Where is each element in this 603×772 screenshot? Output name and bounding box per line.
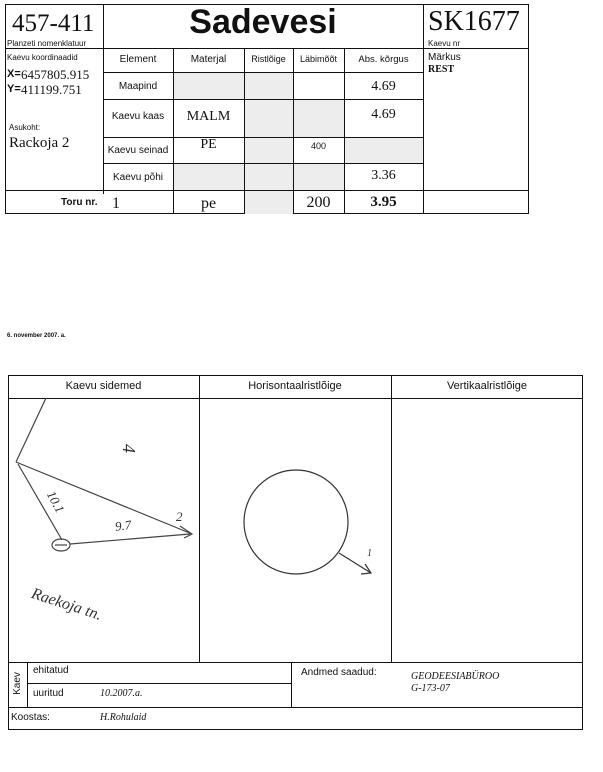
pipe-diameter: 200	[306, 194, 331, 211]
table-line	[244, 48, 245, 214]
col-title-links: Kaevu sidemed	[65, 380, 142, 392]
surveyed-value: 10.2007.a.	[100, 688, 143, 699]
header-bottom-line	[5, 48, 529, 49]
table-row-material: PE	[200, 137, 217, 152]
well-number-label: Kaevu nr	[428, 39, 461, 48]
table-line	[344, 48, 345, 214]
table-row-element: Kaevu kaas	[111, 111, 165, 122]
lower-info-line	[8, 707, 583, 708]
y-value: 411199.751	[21, 82, 82, 97]
location-label: Asukoht:	[9, 123, 41, 132]
point-number-label: 2	[176, 509, 183, 524]
pipe-no: 1	[112, 195, 120, 212]
kaev-label: Kaev	[11, 672, 23, 695]
table-row-height: 4.69	[371, 79, 396, 94]
col-header-section: Ristlõige	[251, 54, 286, 64]
table-row-element: Maapind	[118, 81, 158, 92]
kaev-divider	[27, 662, 28, 707]
location-value: Rackoja 2	[9, 135, 70, 151]
distance-b-label: 9.7	[114, 517, 132, 534]
x-value: 6457805.915	[21, 67, 90, 82]
link-line-b	[70, 534, 190, 544]
data-from-label: Andmed saadud:	[301, 667, 377, 678]
table-shade	[173, 163, 344, 190]
pipe-label: Toru nr.	[61, 197, 98, 208]
lower-divider	[391, 375, 392, 662]
data-from-value: GEODEESIABÜROO	[411, 671, 500, 682]
table-row-element: Kaevu põhi	[112, 172, 164, 183]
distance-c-label: 4	[119, 444, 139, 453]
pipe-height: 3.95	[370, 194, 397, 210]
table-shade	[344, 137, 423, 163]
col-header-diameter: Läbimõõt	[299, 54, 338, 64]
info-divider	[291, 662, 292, 707]
table-shade	[244, 99, 344, 137]
well-number: SK1677	[428, 6, 520, 37]
horizontal-section-sketch	[199, 398, 391, 662]
nomenclature-number: 457-411	[12, 10, 95, 37]
col-header-element: Element	[119, 54, 157, 65]
col-header-height: Abs. kõrgus	[358, 54, 409, 65]
date-stamp: 6. november 2007. a.	[7, 333, 66, 339]
table-line	[5, 190, 529, 191]
well-circle	[244, 470, 348, 574]
remarks-value: REST	[428, 64, 455, 75]
nomenclature-label: Planzeti nomenklatuur	[7, 39, 87, 48]
arrow-number-label: 1	[367, 548, 372, 559]
built-label: ehitatud	[33, 665, 69, 676]
building-outline	[16, 462, 192, 534]
col-title-horizontal: Horisontaalristlõige	[248, 380, 342, 392]
surveyed-label: uuritud	[33, 688, 64, 699]
y-label: Y=	[7, 83, 21, 95]
table-shade	[244, 137, 293, 163]
data-from-code: G-173-07	[411, 683, 450, 694]
links-sketch	[8, 398, 199, 662]
lower-info-line	[8, 662, 583, 663]
table-row-element: Kaevu seinad	[107, 145, 169, 156]
table-shade	[244, 190, 293, 214]
table-row-height: 3.36	[371, 168, 396, 183]
coords-label: Kaevu koordinaadid	[7, 53, 78, 62]
header-divider	[423, 4, 424, 214]
table-line	[103, 72, 423, 73]
remarks-label: Märkus	[428, 52, 461, 63]
compiled-value: H.Rohulaid	[100, 712, 147, 723]
table-line	[293, 48, 294, 214]
table-row-diameter: 400	[310, 141, 327, 151]
distance-a-label: 10.1	[43, 488, 68, 516]
lower-info-line	[27, 683, 291, 684]
x-label: X=	[7, 68, 21, 80]
building-outline	[16, 398, 46, 462]
table-line	[103, 163, 423, 164]
pipe-material: pe	[200, 195, 217, 212]
compiled-label: Koostas:	[11, 712, 50, 723]
table-row-material: MALM	[186, 109, 231, 124]
table-line	[103, 99, 423, 100]
table-row-height: 4.69	[371, 107, 396, 122]
street-label: Raekoja tn.	[29, 585, 104, 624]
table-line	[173, 48, 174, 214]
table-shade	[173, 72, 293, 99]
col-header-material: Materjal	[190, 54, 227, 65]
table-line	[103, 137, 423, 138]
page-title: Sadevesi	[189, 3, 337, 41]
col-title-vertical: Vertikaalristlõige	[446, 380, 528, 392]
